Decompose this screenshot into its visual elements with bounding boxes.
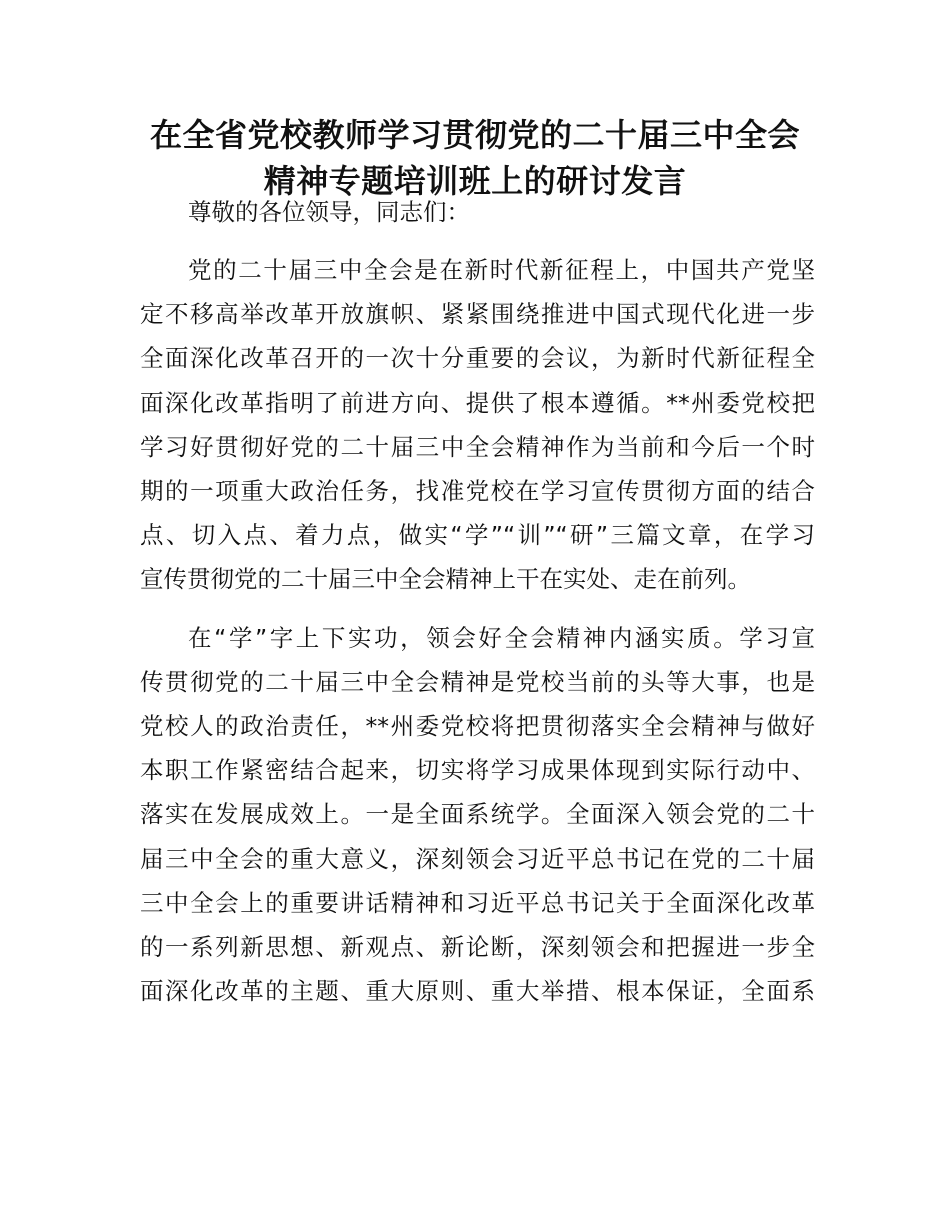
paragraph-line: 传贯彻党的二十届三中全会精神是党校当前的头等大事，也是 — [140, 667, 815, 696]
paragraph-line: 的一系列新思想、新观点、新论断，深刻领会和把握进一步全 — [140, 933, 815, 962]
paragraph-2 — [140, 616, 815, 1014]
title-line-2: 精神专题培训班上的研讨发言 — [263, 162, 687, 200]
paragraph-line: 届三中全会的重大意义，深刻领会习近平总书记在党的二十届 — [140, 844, 815, 873]
paragraph-line: 本职工作紧密结合起来，切实将学习成果体现到实际行动中、 — [140, 756, 815, 785]
paragraph-line: 落实在发展成效上。一是全面系统学。全面深入领会党的二十 — [140, 800, 815, 829]
salutation: 尊敬的各位领导，同志们： — [188, 198, 470, 226]
paragraph-line: 点、切入点、着力点，做实“学”“训”“研”三篇文章，在学习 — [140, 521, 815, 550]
paragraph-line: 定不移高举改革开放旗帜、紧紧围绕推进中国式现代化进一步 — [140, 300, 815, 329]
paragraph-line: 宣传贯彻党的二十届三中全会精神上干在实处、走在前列。 — [140, 565, 751, 594]
paragraph-line: 面深化改革指明了前进方向、提供了根本遵循。**州委党校把 — [140, 388, 815, 417]
paragraph-line: 学习好贯彻好党的二十届三中全会精神作为当前和今后一个时 — [140, 432, 815, 461]
paragraph-line: 面深化改革的主题、重大原则、重大举措、根本保证，全面系 — [140, 977, 815, 1006]
document-body — [140, 190, 815, 1027]
paragraph-line: 党的二十届三中全会是在新时代新征程上，中国共产党坚 — [188, 256, 815, 284]
title-line-1: 在全省党校教师学习贯彻党的二十届三中全会 — [149, 116, 800, 154]
paragraph-line: 党校人的政治责任，**州委党校将把贯彻落实全会精神与做好 — [140, 712, 815, 741]
paragraph-line: 三中全会上的重要讲话精神和习近平总书记关于全面深化改革 — [140, 888, 815, 917]
paragraph-line: 全面深化改革召开的一次十分重要的会议，为新时代新征程全 — [140, 344, 815, 373]
paragraph-line: 期的一项重大政治任务，找准党校在学习宣传贯彻方面的结合 — [140, 477, 815, 506]
paragraph-1 — [140, 248, 815, 602]
paragraph-line: 在“学”字上下实功，领会好全会精神内涵实质。学习宣 — [188, 623, 815, 652]
